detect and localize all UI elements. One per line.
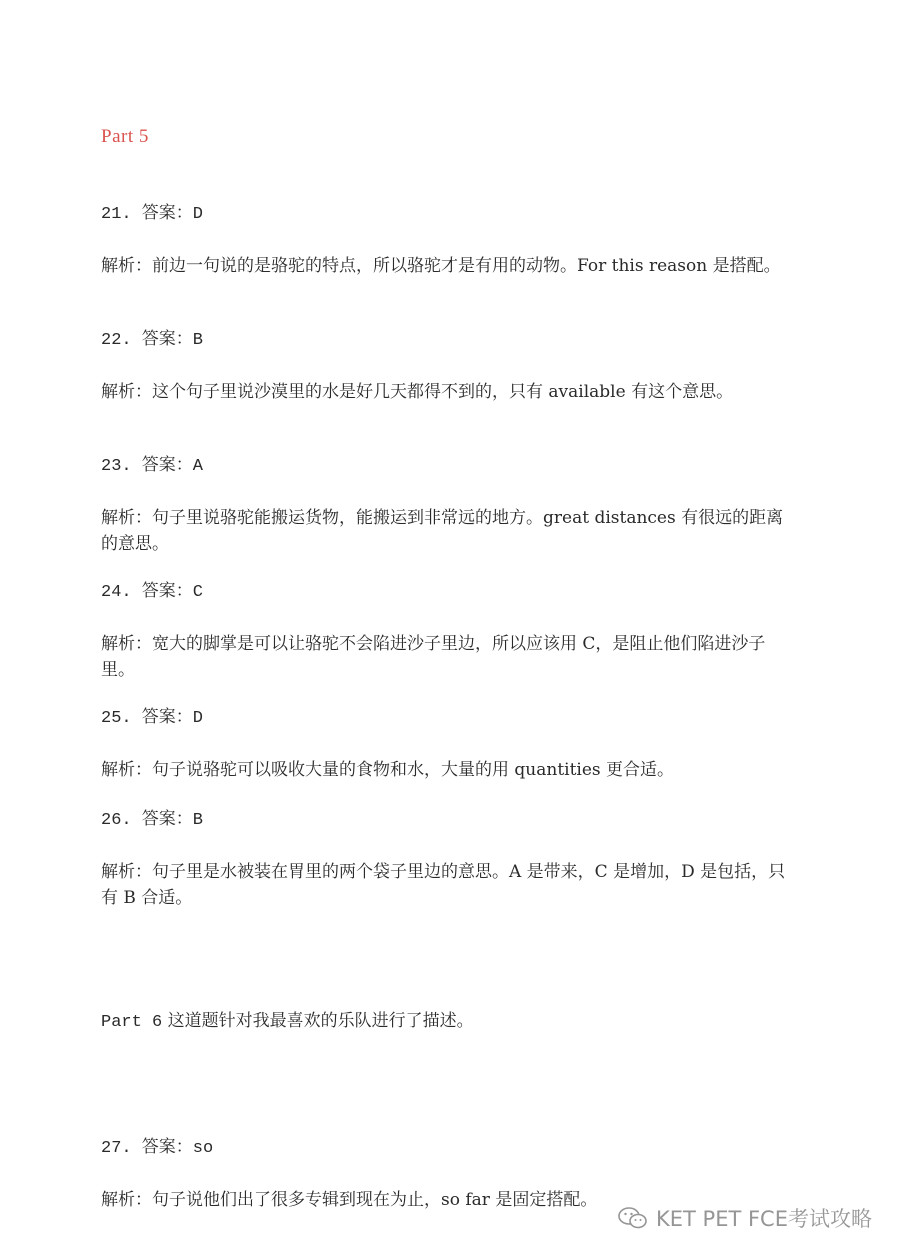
- wechat-icon: [618, 1206, 648, 1230]
- part6-heading: [101, 1008, 474, 1036]
- explanation-24: 解析：宽大的脚掌是可以让骆驼不会陷进沙子里边，所以应该用 C，是阻止他们陷进沙子里。: [101, 634, 766, 680]
- explanation-21: 解析：前边一句说的是骆驼的特点，所以骆驼才是有用的动物。For this reason 是搭配。: [101, 256, 781, 276]
- part6-text: 这道题针对我最喜欢的乐队进行了描述。: [167, 1011, 474, 1031]
- answer-25: 25. 答案：D: [101, 709, 204, 728]
- explanation-23: 解析：句子里说骆驼能搬运货物，能搬运到非常远的地方。great distances 有很远的距离的意思。: [101, 508, 784, 554]
- explanation-25: 解析：句子说骆驼可以吸收大量的食物和水，大量的用 quantities 更合适。: [101, 760, 675, 780]
- watermark-text: KET PET FCE考试攻略: [656, 1207, 872, 1231]
- answer-24: 24. 答案：C: [101, 583, 204, 602]
- answer-26: 26. 答案：B: [101, 811, 204, 830]
- part6-label: Part 6: [101, 1013, 163, 1032]
- part5-title: Part 5: [101, 126, 149, 147]
- explanation-22: 解析：这个句子里说沙漠里的水是好几天都得不到的，只有 available 有这个意思。: [101, 382, 734, 402]
- explanation-27: 解析：句子说他们出了很多专辑到现在为止，so far 是固定搭配。: [101, 1190, 598, 1210]
- answer-23: 23. 答案：A: [101, 457, 204, 476]
- answer-22: 22. 答案：B: [101, 331, 204, 350]
- watermark: [618, 1203, 872, 1233]
- explanation-26: 解析：句子里是水被装在胃里的两个袋子里边的意思。A 是带来，C 是增加，D 是包括，只有 B 合适。: [101, 862, 786, 908]
- answer-21: 21. 答案：D: [101, 205, 204, 224]
- answer-27: 27. 答案：so: [101, 1139, 214, 1158]
